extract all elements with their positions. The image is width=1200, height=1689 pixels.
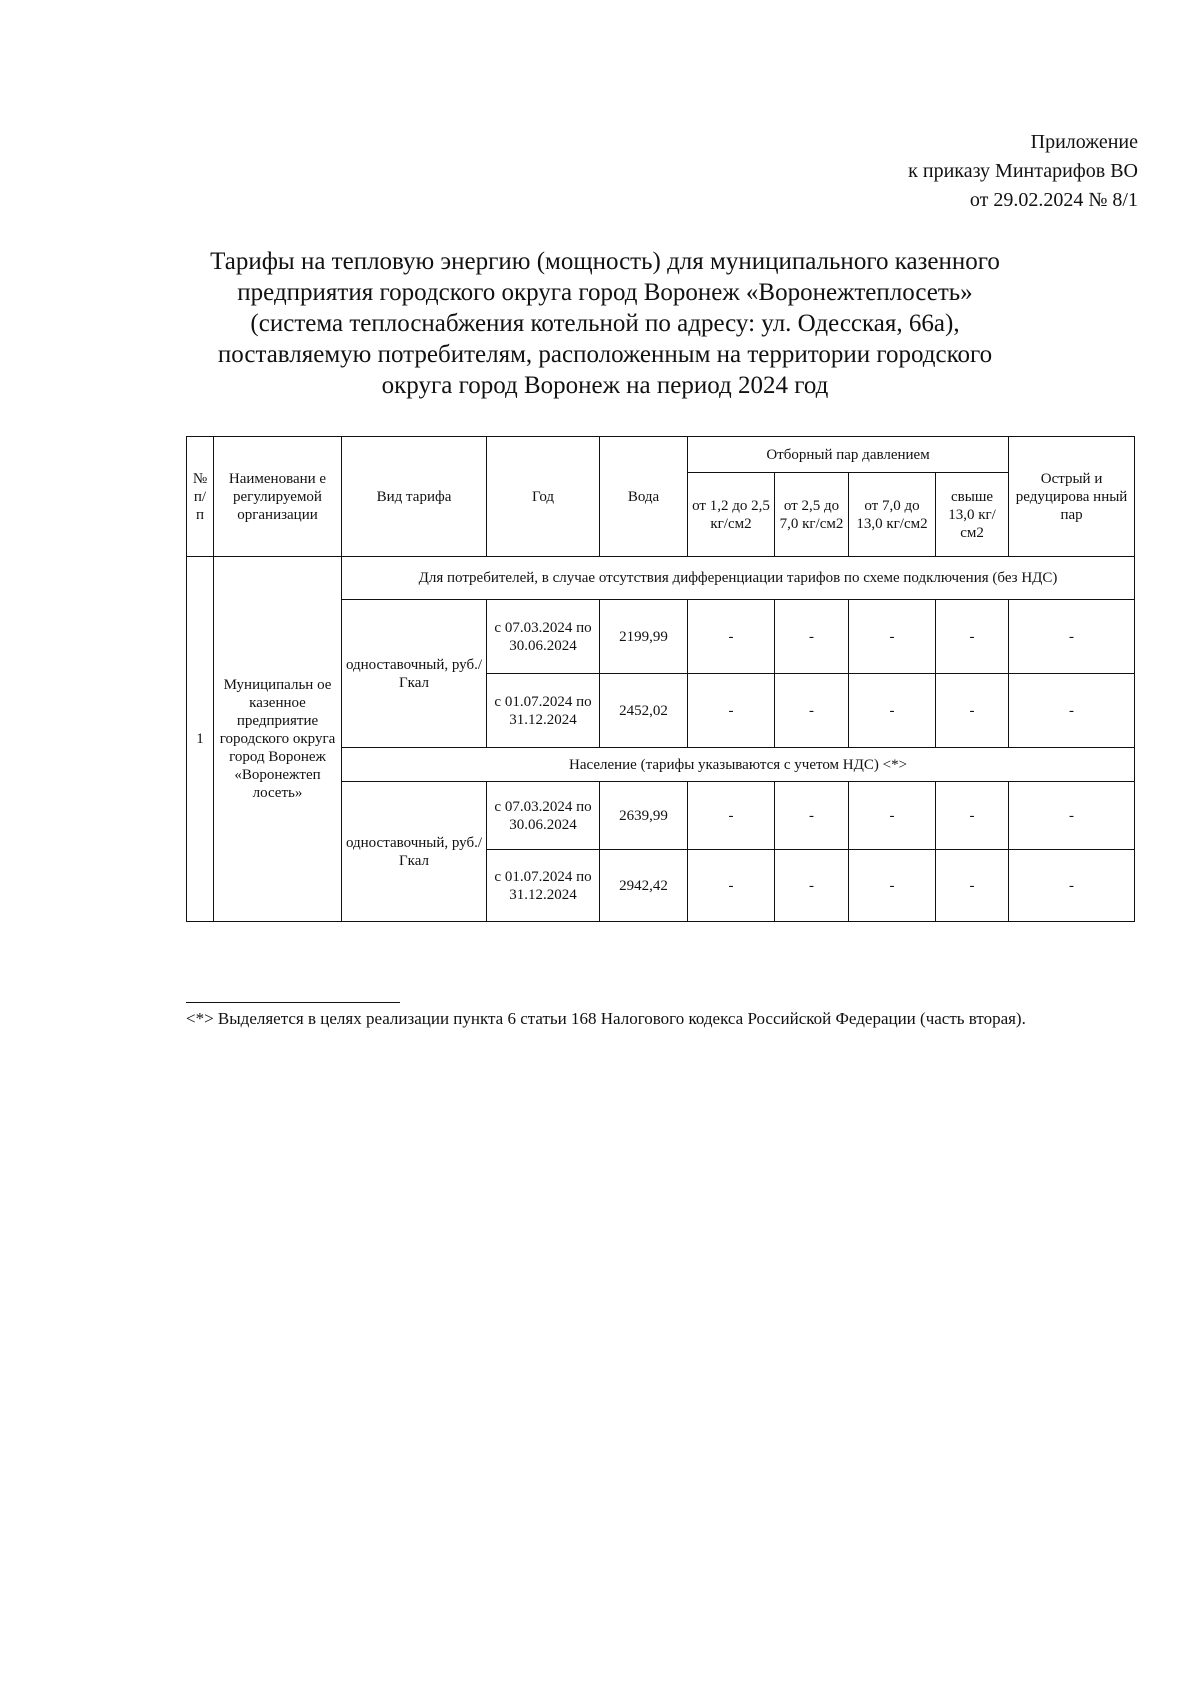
document-title [150,246,1060,401]
header-steam-group: Отборный пар давлением [688,437,1009,473]
title-line-5: округа город Воронеж на период 2024 год [381,372,829,399]
steam-1-value: - [688,674,775,748]
sharp-steam-value: - [1009,600,1135,674]
header-organization: Наименовани е регулируемой организации [214,437,342,557]
steam-3-value: - [849,674,936,748]
title-line-4: поставляемую потребителям, расположенным на территории городского [217,341,993,368]
steam-1-value: - [688,600,775,674]
steam-1-value: - [688,782,775,850]
steam-4-value: - [936,850,1009,922]
steam-2-value: - [775,674,849,748]
section-heading-population: Население (тарифы указываются с учетом НДС) <*> [342,748,1135,782]
steam-2-value: - [775,850,849,922]
period-cell: с 07.03.2024 по 30.06.2024 [487,782,600,850]
steam-3-value: - [849,850,936,922]
water-value: 2639,99 [600,782,688,850]
title-line-1: Тарифы на тепловую энергию (мощность) для муниципального казенного [210,248,1000,275]
appendix-block [738,128,1138,215]
steam-1-value: - [688,850,775,922]
footnote-separator [186,1002,400,1003]
header-steam-3: от 7,0 до 13,0 кг/см2 [849,473,936,557]
water-value: 2452,02 [600,674,688,748]
sharp-steam-value: - [1009,850,1135,922]
water-value: 2942,42 [600,850,688,922]
period-cell: с 01.07.2024 по 31.12.2024 [487,850,600,922]
row-number: 1 [187,557,214,922]
steam-3-value: - [849,782,936,850]
period-cell: с 07.03.2024 по 30.06.2024 [487,600,600,674]
appendix-line-1: Приложение [1030,131,1138,153]
tariff-table [186,436,1135,922]
steam-2-value: - [775,600,849,674]
header-steam-1: от 1,2 до 2,5 кг/см2 [688,473,775,557]
header-num: № п/п [187,437,214,557]
sharp-steam-value: - [1009,782,1135,850]
steam-3-value: - [849,600,936,674]
header-year: Год [487,437,600,557]
footnote: <*> Выделяется в целях реализации пункта 6 статьи 168 Налогового кодекса Российской Федерации (часть вторая). [186,1009,1026,1028]
steam-4-value: - [936,782,1009,850]
sharp-steam-value: - [1009,674,1135,748]
steam-4-value: - [936,674,1009,748]
appendix-line-3: от 29.02.2024 № 8/1 [969,189,1138,211]
appendix-line-2: к приказу Минтарифов ВО [908,160,1138,182]
header-tariff-type: Вид тарифа [342,437,487,557]
header-sharp-steam: Острый и редуцирова нный пар [1009,437,1135,557]
title-line-2: предприятия городского округа город Воронеж «Воронежтеплосеть» [237,279,973,306]
tariff-type-population: одноставочный, руб./Гкал [342,782,487,922]
steam-4-value: - [936,600,1009,674]
section-heading-consumers: Для потребителей, в случае отсутствия дифференциации тарифов по схеме подключения (без НДС) [342,557,1135,600]
tariff-type-consumers: одноставочный, руб./Гкал [342,600,487,748]
steam-2-value: - [775,782,849,850]
header-steam-4: свыше 13,0 кг/см2 [936,473,1009,557]
organization-name: Муниципальн ое казенное предприятие городского округа город Воронеж «Воронежтеп лосеть» [214,557,342,922]
header-water: Вода [600,437,688,557]
header-steam-2: от 2,5 до 7,0 кг/см2 [775,473,849,557]
title-line-3: (система теплоснабжения котельной по адресу: ул. Одесская, 66а), [250,310,960,337]
period-cell: с 01.07.2024 по 31.12.2024 [487,674,600,748]
water-value: 2199,99 [600,600,688,674]
